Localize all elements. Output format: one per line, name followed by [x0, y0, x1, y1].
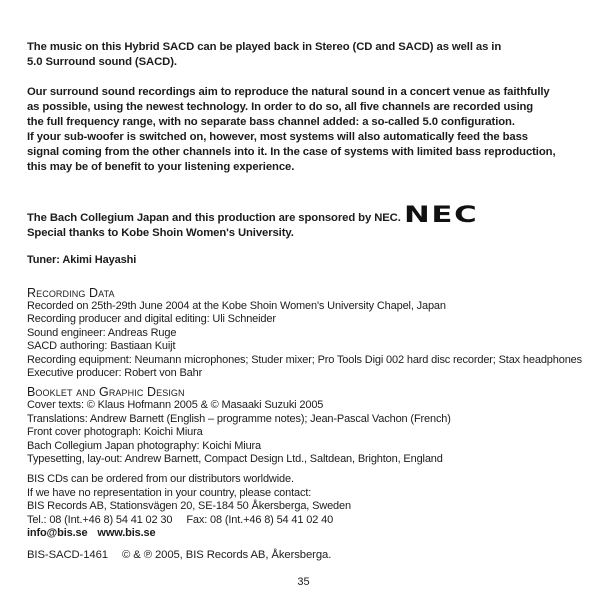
sponsor-note	[27, 211, 580, 241]
contact-block	[27, 473, 580, 540]
text-line: this may be of benefit to your listening experience.	[27, 161, 295, 173]
tel-number: Tel.: 08 (Int.+46 8) 54 41 02 30	[27, 513, 173, 526]
email-web-line	[27, 527, 580, 540]
credit-line: Recording producer and digital editing: Uli Schneider	[27, 313, 276, 326]
text-line: If your sub-woofer is switched on, however, most systems will also automatically feed the bass	[27, 131, 528, 143]
contact-lines	[27, 473, 580, 513]
credit-line: Executive producer: Robert von Bahr	[27, 367, 203, 380]
booklet-design-lines	[27, 399, 580, 466]
tuner-line: Tuner: Akimi Hayashi	[27, 254, 137, 266]
section-heading-recording-data: Recording Data	[27, 286, 115, 300]
credit-line: Recorded on 25th-29th June 2004 at the Kobe Shoin Women's University Chapel, Japan	[27, 300, 446, 312]
email-address: info@bis.se	[27, 527, 88, 540]
section-booklet-design	[27, 385, 580, 466]
text-line: The Bach Collegium Japan and this production are sponsored by NEC.	[27, 212, 401, 224]
text-line: 5.0 Surround sound (SACD).	[27, 56, 177, 68]
credit-line: Bach Collegium Japan photography: Koichi Miura	[27, 439, 262, 452]
catalogue-line	[27, 549, 580, 561]
credit-line: Recording equipment: Neumann microphones; Studer mixer; Pro Tools Digi 002 hard disc recorder; Stax headphones	[27, 353, 582, 366]
website-url: www.bis.se	[97, 527, 156, 540]
text-line: the full frequency range, with no separate bass channel added: a so-called 5.0 configuration.	[27, 116, 515, 128]
contact-line: BIS Records AB, Stationsvägen 20, SE-184 50 Åkersberga, Sweden	[27, 500, 351, 513]
fax-number: Fax: 08 (Int.+46 8) 54 41 02 40	[186, 513, 334, 526]
credit-line: SACD authoring: Bastiaan Kuijt	[27, 340, 176, 353]
credit-line: Translations: Andrew Barnett (English – programme notes); Jean-Pascal Vachon (French)	[27, 412, 451, 425]
credit-line: Sound engineer: Andreas Ruge	[27, 326, 177, 339]
surround-paragraph	[27, 85, 580, 175]
contact-line: BIS CDs can be ordered from our distributors worldwide.	[27, 473, 294, 486]
recording-data-lines	[27, 300, 580, 380]
copyright-notice: © & ℗ 2005, BIS Records AB, Åkersberga.	[121, 548, 332, 561]
nec-logo: NEC	[404, 201, 479, 228]
intro-paragraph	[27, 40, 580, 70]
catalogue-number: BIS-SACD-1461	[27, 548, 108, 561]
text-line: Our surround sound recordings aim to reproduce the natural sound in a concert venue as faithfully	[27, 86, 550, 98]
section-heading-booklet-design: Booklet and Graphic Design	[27, 385, 185, 400]
page-number: 35	[297, 575, 310, 588]
credit-line: Front cover photograph: Koichi Miura	[27, 426, 203, 439]
contact-line: If we have no representation in your country, please contact:	[27, 486, 312, 499]
text-line: The music on this Hybrid SACD can be played back in Stereo (CD and SACD) as well as in	[27, 41, 502, 53]
text-line: Special thanks to Kobe Shoin Women's University.	[27, 227, 294, 239]
credit-line: Cover texts: © Klaus Hofmann 2005 & © Masaaki Suzuki 2005	[27, 399, 324, 412]
text-line: signal coming from the other channels into it. In the case of systems with limited bass reproduction,	[27, 146, 556, 158]
tel-fax-line	[27, 514, 580, 527]
section-recording-data	[27, 286, 580, 380]
text-line: as possible, using the newest technology. In order to do so, all five channels are recorded using	[27, 101, 534, 113]
credit-line: Typesetting, lay-out: Andrew Barnett, Compact Design Ltd., Saltdean, Brighton, England	[27, 453, 443, 466]
